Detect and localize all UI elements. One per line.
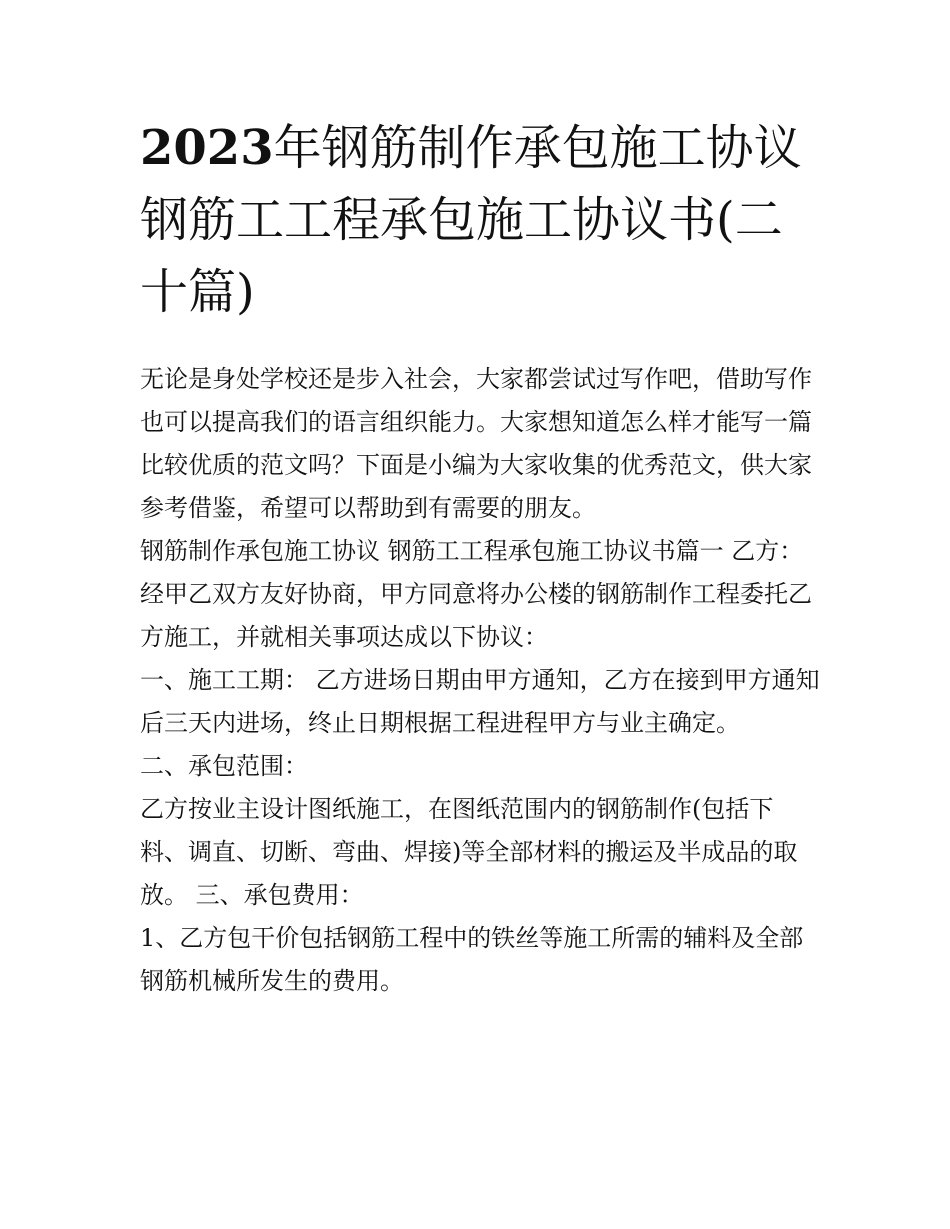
paragraph-scope-heading: 二、承包范围：	[140, 752, 308, 780]
paragraph-scope-content: 乙方按业主设计图纸施工，在图纸范围内的钢筋制作(包括下料、调直、切断、弯曲、焊接)等全部材料的搬运及半成品的取放。 三、承包费用：	[140, 795, 798, 909]
paragraph-fee-item-1: 1、乙方包干价包括钢筋工程中的铁丝等施工所需的辅料及全部钢筋机械所发生的费用。	[140, 924, 804, 995]
paragraph-agreement-heading: 钢筋制作承包施工协议 钢筋工工程承包施工协议书篇一 乙方： 经甲乙双方友好协商，甲方同意将办公楼的钢筋制作工程委托乙方施工，并就相关事项达成以下协议：	[140, 537, 812, 651]
title-text: 年钢筋制作承包施工协议钢筋工工程承包施工协议书(二十篇)	[140, 120, 802, 320]
document-title	[140, 112, 820, 328]
paragraph-intro: 无论是身处学校还是步入社会，大家都尝试过写作吧，借助写作也可以提高我们的语言组织能力。大家想知道怎么样才能写一篇比较优质的范文吗？下面是小编为大家收集的优秀范文，供大家参考借鉴，希望可以帮助到有需要的朋友。	[140, 365, 812, 522]
title-year: 2023	[140, 120, 274, 176]
document-body	[140, 358, 820, 1003]
paragraph-construction-period: 一、施工工期： 乙方进场日期由甲方通知，乙方在接到甲方通知后三天内进场，终止日期根据工程进程甲方与业主确定。	[140, 666, 820, 737]
